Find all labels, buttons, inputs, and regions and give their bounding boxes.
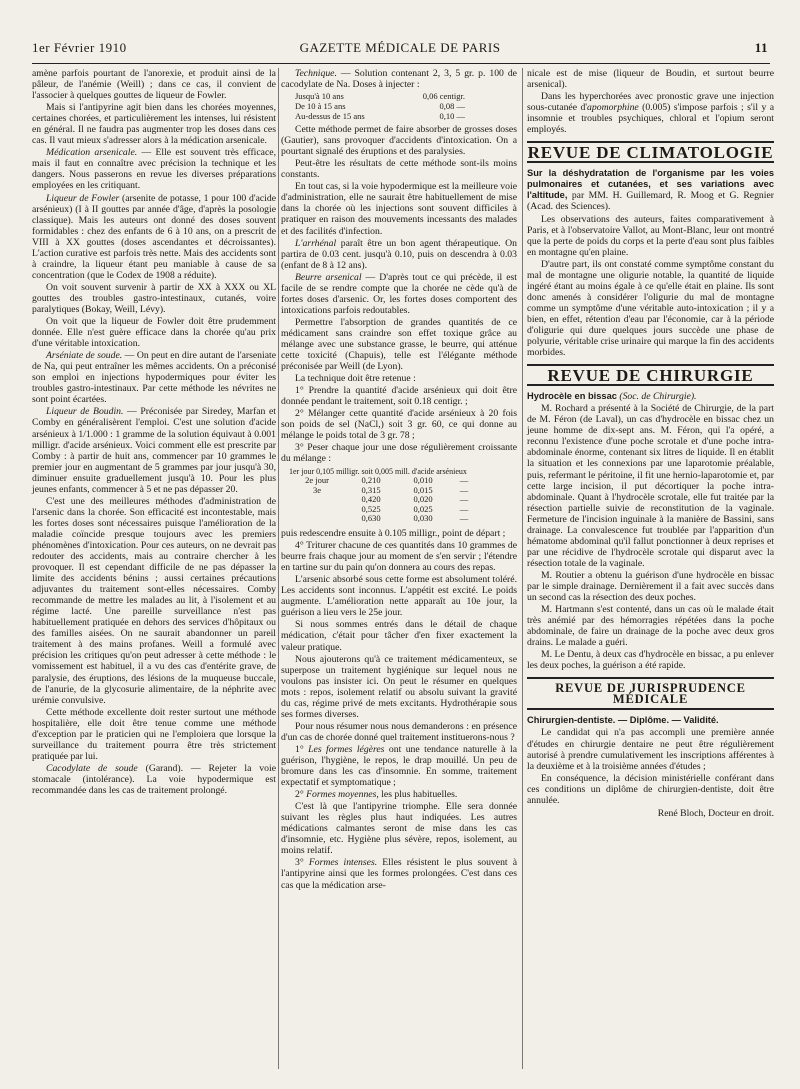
- paragraph: On voit souvent survenir à partir de XX à XXX ou XL gouttes des troubles gastro-intestinaux, cutanés, voire paralytiques (Bokay, Weill, Lévy).: [32, 281, 276, 315]
- paragraph: amène parfois pourtant de l'anorexie, et produit ainsi de la pâleur, de l'anémie (Weill) ; dans ce cas, il convient de l'associer à quelques gouttes de liqueur de Fowler.: [32, 68, 276, 102]
- paragraph: L'arsenic absorbé sous cette forme est absolument toléré. Les accidents sont inconnus. L'appétit est excité. Le poids augmente. L'amélioration nette apparaît au 10e jour, la guérison a lieu vers le 25e jour.: [281, 574, 517, 619]
- paragraph-text: (arsenite de potasse, 1 pour 100 d'acide arsénieux) (I à II gouttes par année d'âge, d'après la posologie classique). Mais les auteurs ont donné des doses souvent formidables : chez des enfants de 6 à 10 ans, on a prescrit de VIII à XX gouttes (doses ascendantes et décroissantes). L'action curative est parfois très nette. Mais des accidents sont à craindre, la liqueur étant peu maniable à cause de sa concentration (que le Codex de 1908 a réduite).: [32, 192, 276, 281]
- table-cell: 0,525: [361, 503, 381, 514]
- paragraph: Peut-être les résultats de cette méthode sont-ils moins constants.: [281, 158, 517, 181]
- dose-row: [295, 111, 465, 121]
- table-cell: [289, 495, 345, 505]
- paragraph-number: 3°: [295, 857, 309, 869]
- paragraph: Les observations des auteurs, faites comparativement à Paris, et à l'observatoire Vallot, au Mont-Blanc, leur ont montré que la perte de poids du corps et la perte d'eau sont plus faibles en montagne qu'en plaine.: [527, 213, 774, 258]
- dose-row: [295, 101, 465, 111]
- paragraph: M. Le Dentu, à deux cas d'hydrocèle en bissac, a pu enlever les deux poches, la guérison a été rapide.: [527, 649, 774, 672]
- table-cell: 1er jour: [289, 466, 315, 476]
- paragraph: [281, 68, 517, 90]
- paragraph: D'autre part, ils ont constaté comme symptôme constant du mal de montagne une oligurie notable, la quantité de liquide ingéré étant au moins égale à ce qu'elle était en plaine. Ils sont donc amenés à considérer l'oligurie du mal de montagne comme un symptôme d'une véritable auto-intoxication ; il y a bien, en effet, rétention d'eau par l'économie, car à la période d'oligurie qui dure quelques jours succède une phase de polyurie, véritable crise urinaire qui marque la fin des accidents morbides.: [527, 258, 774, 359]
- column-2: [281, 68, 517, 892]
- paragraph: La technique doit être retenue :: [295, 373, 416, 385]
- paragraph: 2° Mélanger cette quantité d'acide arsénieux à 20 fois son poids de sel (NaCl,) soit 3 gr. 60, ce qui donne au mélange le poids total de 3 gr. 78 ;: [281, 408, 517, 442]
- paragraph-text: (0.005) s'impose parfois ; s'il y a insomnie et troubles psychiques, chloral et l'opium seront employés.: [527, 102, 774, 136]
- table-cell: 2e jour: [305, 475, 329, 486]
- table-row: [289, 495, 517, 505]
- paragraph-heading: Médication arsenicale.: [46, 147, 138, 159]
- paragraph: En tout cas, si la voie hypodermique est la meilleure voie d'administration, elle ne saurait être habituellement de mise dans la chorée où les injections sont souvent difficiles à pratiquer en raison des mouvements incessants des malades et des facilités d'infection.: [281, 181, 517, 237]
- page-number: 11: [754, 40, 768, 55]
- paragraph-emphasis: apomorphine: [587, 102, 639, 114]
- paragraph-heading: Formes intenses.: [308, 857, 378, 869]
- article-title: [527, 168, 774, 212]
- paragraph: M. Routier a obtenu la guérison d'une hydrocèle en bissac par le simple drainage. Dernièrement il a fait avec succès dans un second cas la résection des deux poches.: [527, 569, 774, 604]
- paragraph-text: paraît être un bon agent thérapeutique. On partira de 0.03 cent. jusqu'à 0.10, puis on descendra à 0.03 (enfant de 8 à 12 ans).: [281, 237, 517, 271]
- paragraph-text: — On peut en dire autant de l'arseniate de Na, qui peut entraîner les mêmes accidents. On a préconisé son emploi en injections hypodermiques pour éviter les troubles gastro-intestinaux. Par cette méthode les névrites ne sont point écartées.: [32, 350, 276, 406]
- table-cell: —: [459, 513, 469, 524]
- paragraph: 1° Prendre la quantité d'acide arsénieux qui doit être donnée pendant le traitement, soit 0.18 centigr. ;: [281, 385, 517, 408]
- table-row: [289, 486, 517, 496]
- paragraph: [32, 763, 276, 796]
- paragraph: nicale est de mise (liqueur de Boudin, et surtout beurre arsenical).: [527, 68, 774, 91]
- paragraph-heading: L'arrhénal: [295, 237, 337, 249]
- paragraph: [32, 406, 276, 494]
- table-row: [289, 505, 517, 515]
- paragraph: Permettre l'absorption de grandes quantités de ce médicament sans craindre son effet toxique grâce au mélange avec une substance grasse, le beurre, qui atténue cette toxicité (Chapuis), telle est l'élégante méthode préconisée par Weill (de Lyon).: [281, 316, 517, 373]
- dose-value: 0,08 —: [439, 101, 465, 112]
- paragraph-text: ont une tendance naturelle à la guérison, l'hygiène, le repos, le drap mouillé. Un peu de bromure dans les cas d'insomnie. En somme, traitement expectatif et symptomatique ;: [281, 743, 518, 789]
- table-row: [289, 514, 517, 524]
- table-cell: —: [459, 503, 469, 514]
- paragraph-heading: Les formes légères: [308, 743, 385, 755]
- dose-row: [295, 91, 465, 101]
- article-title: Chirurgien-dentiste. — Diplôme. — Validité.: [527, 715, 719, 726]
- dose-value: 0,06 centigr.: [422, 91, 465, 102]
- paragraph: Le candidat qui n'a pas accompli une première année d'études en chirurgie dentaire ne peut être régulièrement autorisé à prendre cumulativement les inscriptions afférentes à la deuxième et à la troisième années d'études ;: [527, 727, 774, 772]
- paragraph: Cette méthode excellente doit rester surtout une méthode hospitalière, elle doit être tenue comme une méthode d'exception par le praticien qui ne l'emploiera que lorsque la surveillance du traitement pourra être très strictement pratiquée par lui.: [32, 706, 276, 762]
- table-cell: 0,025: [413, 503, 433, 514]
- dosage-table: [289, 467, 517, 525]
- paragraph-heading: Liqueur de Fowler: [46, 192, 120, 204]
- issue-date: 1er Février 1910: [32, 40, 127, 55]
- paragraph: 3° Peser chaque jour une dose régulièrement croissante du mélange :: [281, 442, 517, 465]
- column-1: [32, 68, 276, 797]
- section-heading-jurisprudence: REVUE DE JURISPRUDENCE MÉDICALE: [527, 677, 774, 710]
- paragraph: [281, 857, 517, 890]
- journal-title: GAZETTE MÉDICALE DE PARIS: [299, 40, 501, 55]
- dose-age: Au-dessus de 15 ans: [295, 111, 365, 122]
- table-cell: 0,210: [361, 475, 381, 486]
- paragraph-heading: Formes moyennes,: [306, 789, 379, 801]
- table-cell: 0,015: [413, 484, 433, 495]
- paragraph-number: 1°: [295, 743, 309, 755]
- paragraph-text: (Garand). — Rejeter la voie stomacale (intolérance). La voie hypodermique est recommandée dans les cas de traitement prolongé.: [32, 762, 276, 796]
- article-title-text: Sur la déshydratation de l'organisme par les voies pulmonaires et cutanées, et ses variations avec l'altitude,: [527, 168, 774, 201]
- paragraph: [32, 193, 276, 281]
- paragraph-heading: Cacodylate de soude: [46, 762, 138, 774]
- paragraph: M. Rochard a présenté à la Société de Chirurgie, de la part de M. Féron (de Laval), un cas d'hydrocèle en bissac chez un jeune homme de dix-sept ans. M. Féron, qui l'a opéré, a reconnu l'existence d'une poche scrotale et d'une poche intra-abdominale énorme, contenant six litres de liquide. Il en établit la situation et les connexions par une laparotomie préalable, puis, refermant le péritoine, il fit une hernio-laparotomie et, par cette large incision, il put décortiquer la poche intra-abdominale. Quant à l'hydrocèle scrotale, elle fut traitée par la résection partielle suivie de reconstitution de la vaginale. Fermeture de l'incision inguinale à la manière de Bassini, sans drainage. La convalescence fut troublée par l'apparition d'un hématome abdominal qu'il fallut ponctionner à deux reprises et par une récidive de l'hydrocèle scrotale qui disparut avec la résection totale de la vaginale.: [527, 403, 774, 569]
- paragraph-text: les plus habituelles.: [378, 789, 458, 801]
- section-heading-climatologie: REVUE DE CLIMATOLOGIE: [527, 143, 774, 163]
- dose-list: [295, 91, 517, 121]
- table-cell: —: [459, 484, 469, 495]
- column-3: [527, 68, 774, 820]
- paragraph: C'est là que l'antipyrine triomphe. Elle sera donnée suivant les règles plus haut indiquées. Les autres médications calmantes seront de mise dans les cas d'insomnie, etc. Hygiène plus sévère, repos, isolement, au moins relatif.: [281, 801, 517, 857]
- section-heading-chirurgie: REVUE DE CHIRURGIE: [527, 364, 774, 386]
- table-cell: 0,420: [361, 494, 381, 505]
- paragraph-text: — Solution contenant 2, 3, 5 gr. p. 100 de cacodylate de Na. Doses à injecter :: [281, 68, 517, 91]
- paragraph-text: — D'après tout ce qui précède, il est facile de se rendre compte que la chorée ne cède qu'à de fortes doses d'arsenic. Or, les fortes doses comportent des intoxications parfois redoutables.: [281, 271, 517, 316]
- article-title: [527, 391, 774, 402]
- paragraph: Pour nous résumer nous nous demanderons : en présence d'un cas de chorée donné quel traitement instituerons-nous ?: [281, 720, 517, 743]
- paragraph: [32, 350, 276, 405]
- paragraph-heading: Technique.: [295, 68, 337, 79]
- paragraph: Cette méthode permet de faire absorber de grosses doses (Gautier), sans provoquer d'accidents d'intoxication. On a pourtant signalé des éruptions et des paralysies.: [281, 124, 517, 158]
- paragraph-heading: Arséniate de soude.: [46, 350, 123, 362]
- paragraph-text: Dans les hyperchorées avec pronostic grave une injection sous-cutanée d': [527, 91, 774, 114]
- page-header: [32, 40, 768, 62]
- dose-value: 0,10 —: [439, 111, 465, 122]
- paragraph-number: 2°: [295, 789, 307, 801]
- table-cell: —: [459, 494, 469, 505]
- author-signature: René Bloch, Docteur en droit.: [657, 807, 774, 819]
- dose-age: Jusqu'à 10 ans: [295, 91, 344, 102]
- paragraph: [281, 744, 517, 788]
- table-cell: [289, 505, 345, 515]
- paragraph: Si nous sommes entrés dans le détail de chaque médication, c'était pour tâcher d'en fixer exactement la valeur pratique.: [281, 619, 517, 653]
- table-cell: 3e: [312, 484, 322, 495]
- paragraph: [527, 91, 774, 135]
- article-byline: par MM. H. Guillemard, R. Moog et G. Regnier (Acad. des Sciences).: [527, 190, 774, 213]
- paragraph: En conséquence, la décision ministérielle conférant dans ces conditions un diplôme de chirurgien-dentiste, doit être annulée.: [527, 772, 774, 806]
- paragraph-text: Elles résistent le plus souvent à l'antipyrine ainsi que les formes prolongées. C'est dans ces cas que la médication arse-: [281, 857, 518, 891]
- paragraph: [281, 238, 517, 271]
- column-divider: [522, 68, 523, 1069]
- paragraph: C'est une des meilleures méthodes d'administration de l'arsenic dans la chorée. Son efficacité est incontestable, mais les fortes doses sont nécessaires puisque l'amélioration de la maladie coïncide presque toujours avec les premiers phénomènes d'intoxication. Pour ces auteurs, on ne devrait pas redouter des accidents, mais au contraire chercher à les provoquer. Il est cependant difficile de ne pas dépasser la limite des accidents bénins ; aussi certaines précautions adjuvantes du traitement sont-elles nécessaires. Comby recommande de mettre les malades au lit, à l'isolement et au régime lacté. Une pareille surveillance n'est pas habituellement pratiquée en dehors des services d'hôpitaux ou des familles aisées. On ne saurait abandonner un pareil traitement à des mains profanes. Weill a formulé avec précision les critiques qu'on peut adresser à cette méthode : le vomissement est habituel, il a vu des cas d'entérite grave, de paralysie, des éruptions, des lésions de la muqueuse buccale, de l'anurie, de la glycosurie alimentaire, de la néphrite avec urémie convulsive.: [32, 495, 276, 706]
- table-cell: 0,630: [361, 513, 381, 524]
- table-cell: 0,105 milligr. soit: [316, 466, 374, 476]
- table-cell: 0,005 mill. d'acide arsénieux: [375, 466, 467, 476]
- table-cell: 0,020: [413, 494, 433, 505]
- paragraph-heading: Beurre arsenical: [295, 271, 362, 283]
- column-divider: [278, 68, 279, 1069]
- paragraph: M. Hartmann s'est contenté, dans un cas où le malade était très anémié par des hémorragies répétées dans la poche abdominale, de faire un drainage de la poche avec deux gros drains. Le malade a guéri.: [527, 604, 774, 649]
- table-cell: 0,030: [413, 513, 433, 524]
- dose-age: De 10 à 15 ans: [295, 101, 346, 112]
- table-cell: [289, 514, 345, 524]
- paragraph-text: — Elle est souvent très efficace, mais il faut en connaître avec précision la technique et les dangers. Nous passerons en revue les diverses préparations employées en les critiquant.: [32, 147, 276, 192]
- table-cell: —: [459, 475, 469, 486]
- paragraph: 4° Triturer chacune de ces quantités dans 10 grammes de beurre frais chaque jour au moment de s'en servir ; l'étendre en tartine sur du pain qu'on donnera au cours des repas.: [281, 540, 517, 574]
- paragraph: Mais si l'antipyrine agit bien dans les chorées moyennes, certaines chorées, et particulièrement les intenses, lui résistent en général. Il ne faudra pas augmenter trop les doses dans ces cas. Il vaut mieux s'adresser alors à la médication arsenicale.: [32, 102, 276, 147]
- article-title-text: Hydrocèle en bissac: [527, 391, 617, 402]
- paragraph: [32, 147, 276, 191]
- header-rule: [32, 63, 770, 64]
- table-row: [289, 476, 517, 486]
- paragraph: [281, 272, 517, 316]
- paragraph: [281, 789, 517, 800]
- table-cell: 0,010: [413, 475, 433, 486]
- paragraph: puis redescendre ensuite à 0.105 milligr., point de départ ;: [281, 528, 506, 540]
- table-cell: 0,315: [361, 484, 381, 495]
- paragraph-heading: Liqueur de Boudin.: [46, 406, 124, 418]
- article-source: (Soc. de Chirurgie).: [616, 391, 697, 403]
- paragraph: On voit que la liqueur de Fowler doit être prudemment donnée. Elle n'est guère efficace dans la chorée qu'au prix d'une véritable intoxication.: [32, 316, 276, 350]
- paragraph-text: — Préconisée par Siredey, Marfan et Comby en généralisèrent l'emploi. C'est une solution d'acide arsénieux à 1/1.000 : 1 gramme de la solution équivaut à 0.001 milligr. d'acide arsénieux. Voici comment elle est prescrite par Comby : à partir de huit ans, commencer par 10 grammes le premier jour en augmentant de 5 grammes par jour jusqu'à 30, diminuer ensuite graduellement jusqu'à 10. Pour les plus jeunes enfants, commencer à 5 et ne pas dépasser 20.: [32, 406, 277, 495]
- paragraph: Nous ajouterons qu'à ce traitement médicamenteux, se superpose un traitement hygiénique sur lequel nous ne voulons pas insister ici. On peut le résumer en quelques mots : repos, isolement relatif ou absolu suivant la gravité du cas, régime privé de mets excitants. Hydrothérapie sous ses formes diverses.: [281, 653, 517, 720]
